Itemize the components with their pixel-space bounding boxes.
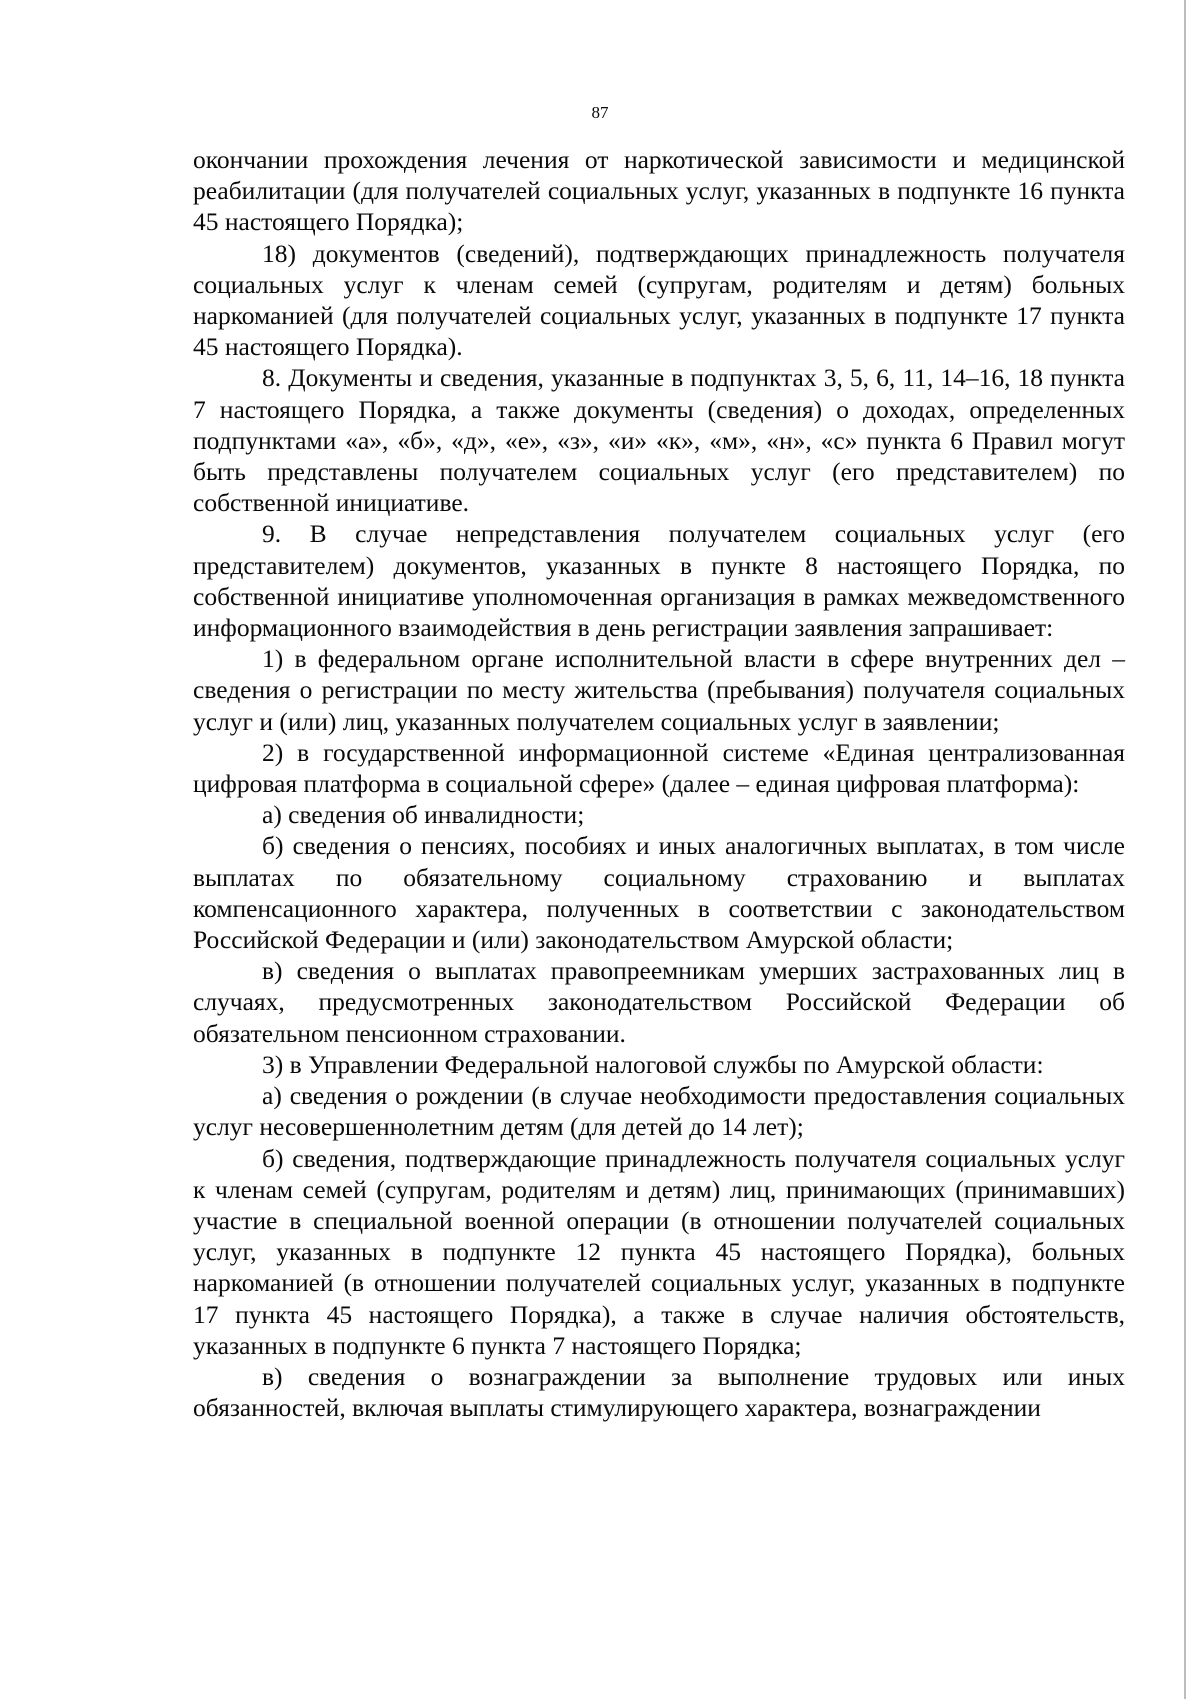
scan-edge-line xyxy=(1184,0,1186,1699)
paragraph-item-2v: в) сведения о выплатах правопреемникам умерших застрахованных лиц в случаях, предусмотренных законодательством Российской Федерации об обязательном пенсионном страховании. xyxy=(193,956,1125,1048)
paragraph-item-3: 3) в Управлении Федеральной налоговой службы по Амурской области: xyxy=(262,1049,1044,1079)
paragraph-clause-8: 8. Документы и сведения, указанные в подпунктах 3, 5, 6, 11, 14–16, 18 пункта 7 настоящего Порядка, а также документы (сведения) о доходах, определенных подпунктами «а», «б», «д», «е», «з», «и» «к», «м», «н», «с» пункта 6 Правил могут быть представлены получателем социальных услуг (его представителем) по собственной инициативе. xyxy=(193,363,1125,518)
paragraph-item-2: 2) в государственной информационной системе «Единая централизованная цифровая платформа в социальной сфере» (далее – единая цифровая платформа): xyxy=(193,737,1125,799)
paragraph-clause-9: 9. В случае непредставления получателем социальных услуг (его представителем) документов, указанных в пункте 8 настоящего Порядка, по собственной инициативе уполномоченная организация в рамках межведомственного информационного взаимодействия в день регистрации заявления запрашивает: xyxy=(193,519,1125,643)
paragraph-item-18: 18) документов (сведений), подтверждающих принадлежность получателя социальных услуг к членам семей (супругам, родителям и детям) больных наркоманией (для получателей социальных услуг, указанных в подпункте 17 пункта 45 настоящего Порядка). xyxy=(193,238,1125,362)
paragraph-item-2b: б) сведения о пенсиях, пособиях и иных аналогичных выплатах, в том числе выплатах по обязательному социальному страхованию и выплатах компенсационного характера, полученных в соответствии с законодательством Российской Федерации и (или) законодательством Амурской области; xyxy=(193,831,1125,955)
paragraph-item-3a: а) сведения о рождении (в случае необходимости предоставления социальных услуг несовершеннолетним детям (для детей до 14 лет); xyxy=(193,1081,1125,1142)
paragraph-item-2a: а) сведения об инвалидности; xyxy=(262,800,585,830)
paragraph-continuation: окончании прохождения лечения от наркотической зависимости и медицинской реабилитации (для получателей социальных услуг, указанных в подпункте 16 пункта 45 настоящего Порядка); xyxy=(193,145,1125,237)
document-body xyxy=(193,144,1125,1423)
paragraph-item-1: 1) в федеральном органе исполнительной власти в сфере внутренних дел – сведения о регистрации по месту жительства (пребывания) получателя социальных услуг и (или) лиц, указанных получателем социальных услуг в заявлении; xyxy=(193,644,1125,736)
page-number: 87 xyxy=(591,103,609,122)
paragraph-item-3v: в) сведения о вознаграждении за выполнение трудовых или иных обязанностей, включая выплаты стимулирующего характера, вознаграждении xyxy=(193,1361,1125,1423)
paragraph-item-3b: б) сведения, подтверждающие принадлежность получателя социальных услуг к членам семей (супругам, родителям и детям) лиц, принимающих (принимавших) участие в специальной военной операции (в отношении получателей социальных услуг, указанных в подпункте 12 пункта 45 настоящего Порядка), больных наркоманией (в отношении получателей социальных услуг, указанных в подпункте 17 пункта 45 настоящего Порядка), а также в случае наличия обстоятельств, указанных в подпункте 6 пункта 7 настоящего Порядка; xyxy=(193,1143,1125,1360)
